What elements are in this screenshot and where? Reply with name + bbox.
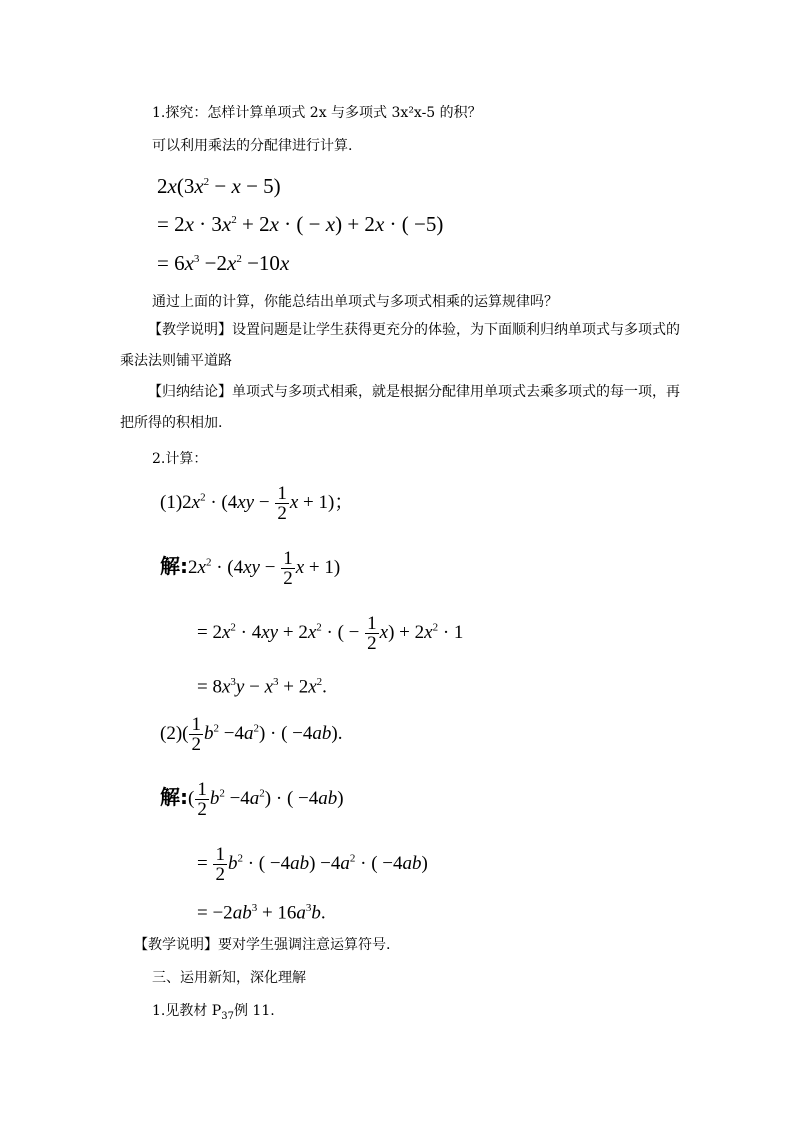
section-heading: 三、运用新知，深化理解 bbox=[152, 970, 306, 986]
solution-2-line1: 解:( $\frac{1}{2}$ $b^2 -4a^2$) · ( −4ab) bbox=[160, 779, 344, 820]
solution-2-line2: = $\frac{1}{2}$ $b^2$ · ( $-4ab) -4a^2$ · ( −4ab) bbox=[197, 844, 428, 885]
problem-2: (2)( $\frac{1}{2}$ $b^2 -4a^2$) · ( −4ab). bbox=[160, 714, 343, 755]
teaching-note: 【教学说明】设置问题是让学生获得更充分的体验，为下面顺利归纳单项式与多项式的乘法法则铺平道路 bbox=[120, 322, 680, 369]
solution-1-line3: = $8x^3y - x^3 + 2x^2$. bbox=[197, 676, 327, 698]
teaching-note-2: 【教学说明】要对学生强调注意运算符号. bbox=[134, 937, 391, 953]
solution-label: 解: bbox=[160, 784, 188, 809]
conclusion: 【归纳结论】单项式与多项式相乘，就是根据分配律用单项式去乘多项式的每一项，再把所得的积相加. bbox=[120, 384, 680, 431]
math-line: $2x(3x^2 - x - 5)$ bbox=[157, 174, 281, 198]
paragraph-calc: 2.计算： bbox=[152, 451, 208, 467]
solution-1-line1: 解$:2x^2 \cdot (4xy$ − $\frac{1}{2}$ x + 1) bbox=[160, 548, 341, 589]
math-line: = $2x \cdot 3x^2 + 2x$ · ( − x) + 2x · ( −5) bbox=[157, 212, 444, 236]
math-line: = $6x^3 -2x^2 -10x$ bbox=[157, 251, 290, 275]
solution-1-line2: = $2x^2 \cdot 4xy + 2x^2$ · ( − $\frac{1}{2}$ $x) + 2x^2 \cdot 1$ bbox=[197, 613, 464, 654]
solution-2-line3: = $-2ab^3 + 16a^3b$. bbox=[197, 902, 326, 924]
solution-label: 解: bbox=[160, 553, 188, 578]
paragraph-distributive: 可以利用乘法的分配律进行计算. bbox=[152, 138, 353, 154]
textbook-reference: 1.见教材 $P_{37}$例 11. bbox=[152, 1003, 275, 1022]
problem-1: $(1)2x^2 \cdot (4xy$ − $\frac{1}{2}$ x + 1)； bbox=[160, 483, 354, 524]
paragraph-explore: 1.探究：怎样计算单项式 2x 与多项式 3x²x-5 的积？ bbox=[152, 105, 482, 121]
paragraph-question: 通过上面的计算，你能总结出单项式与多项式相乘的运算规律吗？ bbox=[152, 294, 558, 310]
